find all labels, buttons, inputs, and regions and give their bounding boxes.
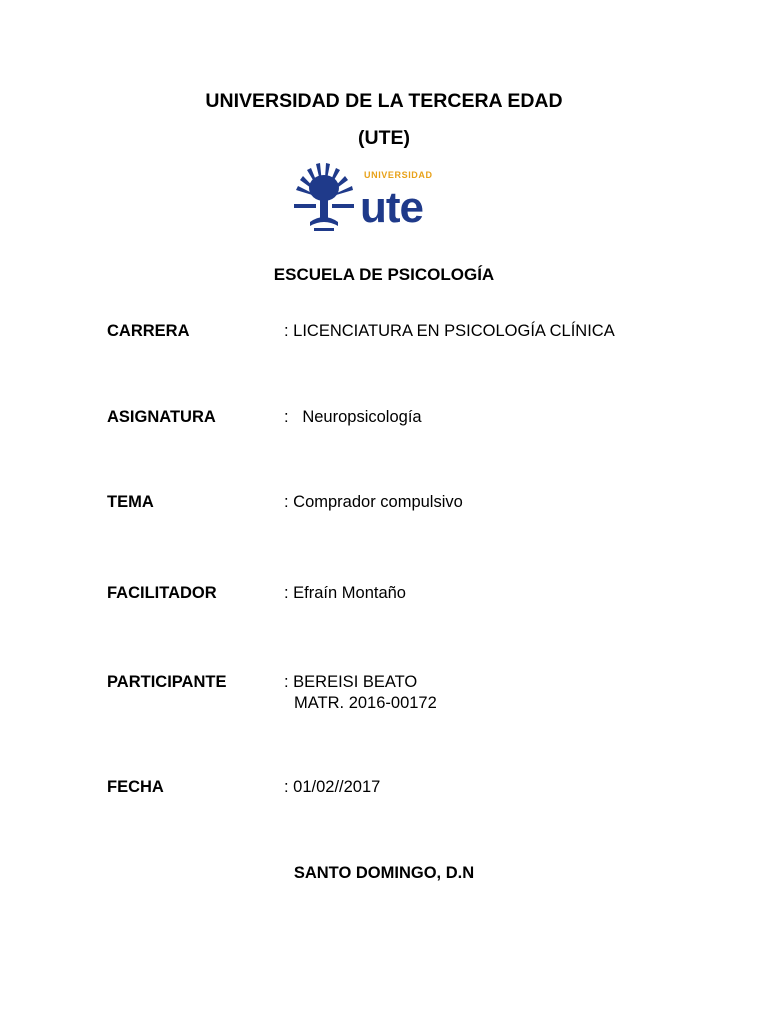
fecha-value: : 01/02//2017 xyxy=(284,778,381,796)
fecha-label: FECHA xyxy=(107,778,164,796)
participante-label: PARTICIPANTE xyxy=(107,673,227,691)
university-title: UNIVERSIDAD DE LA TERCERA EDAD xyxy=(205,90,563,112)
tema-label: TEMA xyxy=(107,493,154,511)
facilitador-value: : Efraín Montaño xyxy=(284,584,406,602)
school-name: ESCUELA DE PSICOLOGÍA xyxy=(273,265,495,284)
city-footer: SANTO DOMINGO, D.N xyxy=(293,864,475,882)
carrera-label: CARRERA xyxy=(107,322,190,340)
participante-matricula: MATR. 2016-00172 xyxy=(294,694,437,712)
ute-logo xyxy=(290,160,452,234)
asignatura-label: ASIGNATURA xyxy=(107,408,216,426)
logo-main-word: ute xyxy=(360,183,423,232)
university-abbreviation: (UTE) xyxy=(358,127,410,149)
tema-value: : Comprador compulsivo xyxy=(284,493,463,511)
tree-emblem-icon xyxy=(294,163,354,231)
participante-value: : BEREISI BEATO xyxy=(284,673,418,691)
facilitador-label: FACILITADOR xyxy=(107,584,217,602)
carrera-value: : LICENCIATURA EN PSICOLOGÍA CLÍNICA xyxy=(284,322,615,340)
logo-top-word: UNIVERSIDAD xyxy=(364,170,433,180)
asignatura-value: : Neuropsicología xyxy=(284,408,422,426)
